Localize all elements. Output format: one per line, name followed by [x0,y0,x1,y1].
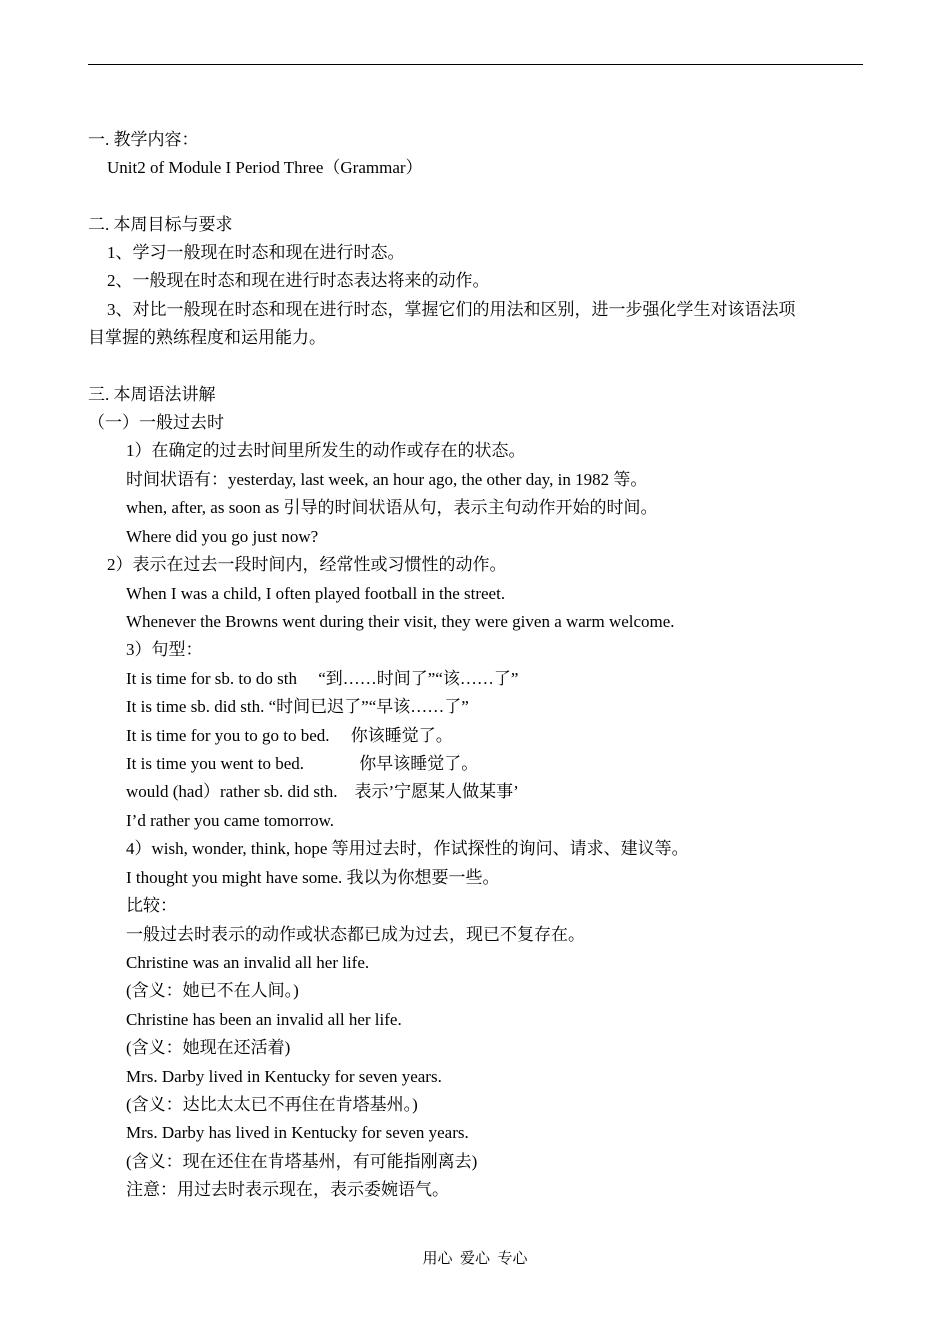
section-1-heading: 一. 教学内容： [88,130,199,149]
example-sentence: I thought you might have some. 我以为你想要一些。 [126,868,500,887]
subsection-heading: （一）一般过去时 [88,413,224,432]
example-sentence: When I was a child, I often played football in the street. [126,584,506,603]
sentence-pattern: It is time sb. did sth. “时间已迟了”“早该……了” [126,697,469,716]
goal-item-3-continued: 目掌握的熟练程度和运用能力。 [88,328,326,347]
text-line: 时间状语有：yesterday, last week, an hour ago, the other day, in 1982 等。 [126,470,648,489]
attention-note: 注意：用过去时表示现在，表示委婉语气。 [126,1180,449,1199]
goal-item-1: 1、学习一般现在时态和现在进行时态。 [107,243,405,262]
text-line: 一般过去时表示的动作或状态都已成为过去，现已不复存在。 [126,925,585,944]
lesson-title: Unit2 of Module I Period Three（Grammar） [107,158,423,177]
example-sentence: Christine was an invalid all her life. [126,953,370,972]
text-line: when, after, as soon as 引导的时间状语从句，表示主句动作开始的时间。 [126,498,658,517]
goal-item-2: 2、一般现在时态和现在进行时态表达将来的动作。 [107,271,490,290]
example-sentence: Christine has been an invalid all her life. [126,1010,402,1029]
example-sentence: Mrs. Darby lived in Kentucky for seven years. [126,1067,442,1086]
example-sentence: Where did you go just now? [126,527,319,546]
header-rule [88,64,863,65]
usage-4: 4）wish, wonder, think, hope 等用过去时，作试探性的询问、请求、建议等。 [126,839,689,858]
comparison-heading: 比较： [126,896,177,915]
page-footer: 用心 爱心 专心 [422,1251,528,1267]
example-sentence: I’d rather you came tomorrow. [126,811,335,830]
example-sentence: Whenever the Browns went during their visit, they were given a warm welcome. [126,612,675,631]
section-2-heading: 二. 本周目标与要求 [88,215,233,234]
sentence-pattern: would (had）rather sb. did sth. 表示’宁愿某人做某事’ [126,782,519,801]
sentence-pattern: It is time for sb. to do sth “到……时间了”“该……了” [126,669,519,688]
usage-3: 3）句型： [126,640,203,659]
usage-2: 2）表示在过去一段时间内，经常性或习惯性的动作。 [107,555,507,574]
meaning-note: (含义：达比太太已不再住在肯塔基州。) [126,1095,418,1114]
example-sentence: It is time for you to go to bed. 你该睡觉了。 [126,726,453,745]
meaning-note: (含义：现在还住在肯塔基州，有可能指刚离去) [126,1152,478,1171]
meaning-note: (含义：她已不在人间。) [126,981,299,1000]
section-3-heading: 三. 本周语法讲解 [88,385,216,404]
goal-item-3: 3、对比一般现在时态和现在进行时态，掌握它们的用法和区别，进一步强化学生对该语法项 [107,300,796,319]
usage-1: 1）在确定的过去时间里所发生的动作或存在的状态。 [126,441,526,460]
example-sentence: It is time you went to bed. 你早该睡觉了。 [126,754,479,773]
meaning-note: (含义：她现在还活着) [126,1038,291,1057]
example-sentence: Mrs. Darby has lived in Kentucky for seven years. [126,1123,469,1142]
